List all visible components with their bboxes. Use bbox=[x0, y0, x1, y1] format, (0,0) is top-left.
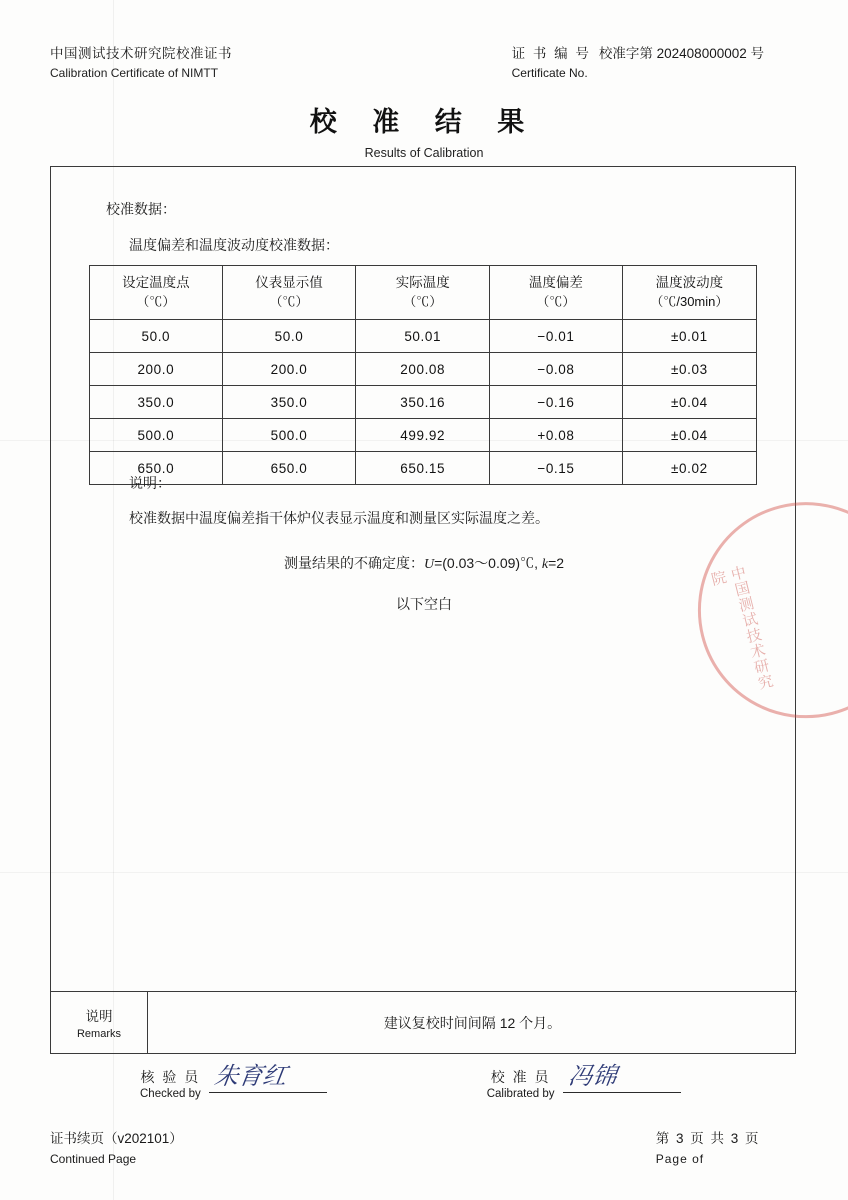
page-footer bbox=[50, 1128, 796, 1170]
calibrated-by-signature: 冯锦 bbox=[566, 1064, 618, 1090]
remarks-label-en: Remarks bbox=[76, 1028, 121, 1040]
cell-actual-temperature: 650.15 bbox=[356, 452, 490, 485]
certificate-number-block bbox=[512, 44, 798, 83]
cell-deviation: −0.15 bbox=[490, 452, 623, 485]
seal-text: 中国测试技术研究院 bbox=[707, 563, 775, 693]
footer-continued-cn: 证书续页（v202101） bbox=[50, 1131, 183, 1146]
calibrated-by-group bbox=[486, 1064, 681, 1102]
checked-by-label-cn: 核 验 员 bbox=[140, 1069, 201, 1085]
remarks-label-cell bbox=[51, 992, 148, 1053]
page-number-en: Page of bbox=[655, 1152, 705, 1167]
column-header-deviation: 温度偏差 （℃） bbox=[490, 266, 623, 320]
column-header-set-point: 设定温度点 （℃） bbox=[90, 266, 223, 320]
blank-below-note: 以下空白 bbox=[396, 596, 452, 612]
cell-set-point: 500.0 bbox=[90, 419, 223, 452]
calibration-data-sublabel: 温度偏差和温度波动度校准数据： bbox=[129, 237, 339, 253]
remarks-label-cn: 说明 bbox=[85, 1009, 113, 1024]
organization-name-en: Calibration Certificate of NIMTT bbox=[50, 66, 219, 81]
calibration-data-label: 校准数据： bbox=[106, 201, 176, 217]
cell-fluctuation: ±0.03 bbox=[622, 353, 756, 386]
cell-fluctuation: ±0.01 bbox=[622, 320, 756, 353]
cell-indicated-value: 650.0 bbox=[222, 452, 356, 485]
cell-deviation: −0.08 bbox=[490, 353, 623, 386]
calibrated-by-label bbox=[487, 1068, 555, 1102]
checked-by-signature-line bbox=[209, 1064, 327, 1093]
certificate-number-label-en: Certificate No. bbox=[511, 66, 588, 81]
coverage-factor-symbol: k bbox=[541, 557, 549, 572]
checked-by-label-en: Checked by bbox=[140, 1087, 201, 1100]
cell-fluctuation: ±0.02 bbox=[622, 452, 756, 485]
cell-indicated-value: 50.0 bbox=[222, 320, 356, 353]
table-row bbox=[90, 419, 757, 452]
uncertainty-prefix: 测量结果的不确定度： bbox=[283, 555, 424, 571]
cell-set-point: 350.0 bbox=[90, 386, 223, 419]
cell-set-point: 200.0 bbox=[90, 353, 223, 386]
notes-text: 校准数据中温度偏差指干体炉仪表显示温度和测量区实际温度之差。 bbox=[129, 510, 549, 526]
certificate-number-label-cn: 证 书 编 号 bbox=[511, 46, 591, 61]
checked-by-label bbox=[140, 1068, 201, 1102]
cell-fluctuation: ±0.04 bbox=[622, 419, 756, 452]
table-row bbox=[90, 452, 757, 485]
remarks-text: 建议复校时间间隔 12 个月。 bbox=[383, 1014, 562, 1031]
certificate-number-value: 校准字第 202408000002 号 bbox=[598, 46, 764, 61]
uncertainty-value: =(0.03～0.09)℃, bbox=[434, 555, 542, 571]
notes-title: 说明： bbox=[129, 475, 171, 491]
column-header-fluctuation: 温度波动度 （℃/30min） bbox=[622, 266, 756, 320]
cell-actual-temperature: 350.16 bbox=[356, 386, 490, 419]
cell-deviation: −0.01 bbox=[490, 320, 623, 353]
table-row bbox=[90, 353, 757, 386]
page-title-cn: 校 准 结 果 bbox=[309, 107, 539, 137]
issuing-organization bbox=[50, 44, 232, 83]
cell-fluctuation: ±0.04 bbox=[622, 386, 756, 419]
remarks-row bbox=[51, 991, 797, 1053]
uncertainty-symbol: U bbox=[423, 557, 435, 572]
certificate-header bbox=[50, 44, 798, 83]
uncertainty-statement bbox=[51, 553, 797, 573]
cell-indicated-value: 200.0 bbox=[222, 353, 356, 386]
results-frame bbox=[50, 166, 796, 1054]
cell-set-point: 50.0 bbox=[90, 320, 223, 353]
cell-actual-temperature: 200.08 bbox=[356, 353, 490, 386]
cell-set-point: 650.0 bbox=[90, 452, 223, 485]
organization-name-cn: 中国测试技术研究院校准证书 bbox=[50, 46, 232, 61]
checked-by-group bbox=[140, 1064, 327, 1102]
page-number-cn: 第 3 页 共 3 页 bbox=[655, 1131, 760, 1146]
calibrated-by-label-en: Calibrated by bbox=[486, 1087, 555, 1100]
calibrated-by-signature-line bbox=[563, 1064, 681, 1093]
column-header-indicated-value: 仪表显示值 （℃） bbox=[222, 266, 356, 320]
signature-row bbox=[50, 1064, 796, 1102]
cell-indicated-value: 350.0 bbox=[222, 386, 356, 419]
footer-continued-en: Continued Page bbox=[50, 1152, 137, 1167]
checked-by-signature: 朱育红 bbox=[212, 1064, 289, 1090]
cell-deviation: −0.16 bbox=[490, 386, 623, 419]
table-row bbox=[90, 320, 757, 353]
table-header-row bbox=[90, 266, 757, 320]
page-title-en: Results of Calibration bbox=[364, 146, 484, 160]
cell-actual-temperature: 499.92 bbox=[356, 419, 490, 452]
coverage-factor-value: =2 bbox=[548, 555, 565, 571]
cell-deviation: +0.08 bbox=[490, 419, 623, 452]
calibrated-by-label-cn: 校 准 员 bbox=[490, 1069, 551, 1085]
table-row bbox=[90, 386, 757, 419]
cell-actual-temperature: 50.01 bbox=[356, 320, 490, 353]
calibration-data-table bbox=[89, 265, 757, 485]
cell-indicated-value: 500.0 bbox=[222, 419, 356, 452]
page-title bbox=[0, 100, 848, 160]
footer-right bbox=[656, 1128, 796, 1170]
column-header-actual-temperature: 实际温度 （℃） bbox=[356, 266, 490, 320]
footer-left bbox=[50, 1128, 183, 1170]
